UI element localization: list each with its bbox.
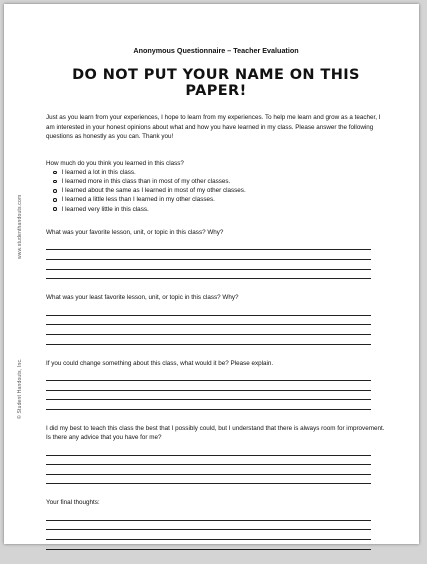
- answer-line[interactable]: [46, 511, 371, 521]
- question-5-text-line1: I did my best to teach this class the best that I possibly could, but I understand that there is always room for improvement.: [46, 424, 385, 432]
- question-3: [46, 293, 386, 344]
- answer-line[interactable]: [46, 475, 371, 485]
- answer-line[interactable]: [46, 391, 371, 401]
- question-6-text: Your final thoughts:: [46, 499, 100, 507]
- worksheet-content: [46, 46, 386, 564]
- answer-line[interactable]: [46, 521, 371, 531]
- option-1[interactable]: I learned a lot in this class.: [53, 168, 386, 177]
- answer-line[interactable]: [46, 381, 371, 391]
- circle-bullet-icon[interactable]: [53, 189, 57, 193]
- circle-bullet-icon[interactable]: [53, 180, 57, 184]
- answer-line[interactable]: [46, 241, 371, 251]
- option-5[interactable]: I learned very little in this class.: [53, 205, 386, 214]
- answer-line[interactable]: [46, 372, 371, 382]
- answer-line[interactable]: [46, 465, 371, 475]
- question-6: [46, 498, 386, 549]
- warning-heading: DO NOT PUT YOUR NAME ON THIS PAPER!: [72, 67, 360, 99]
- circle-bullet-icon[interactable]: [53, 171, 57, 175]
- answer-line[interactable]: [46, 446, 371, 456]
- intro-paragraph: Just as you learn from your experiences, I hope to learn from my experiences. To help me learn and grow as a teacher, I am interested in your honest opinions about what and how you have learned in my class. Please answer the following questions as honestly as you can. Thank you!: [46, 114, 381, 141]
- option-3[interactable]: I learned about the same as I learned in most of my other classes.: [53, 186, 386, 195]
- question-4-text: If you could change something about this class, what would it be? Please explain.: [46, 359, 274, 367]
- question-5-text-line2: Is there any advice that you have for me?: [46, 433, 162, 441]
- copyright-watermark: © Student Handouts, Inc.: [17, 358, 23, 419]
- answer-line[interactable]: [46, 250, 371, 260]
- answer-lines[interactable]: [46, 372, 386, 410]
- answer-line[interactable]: [46, 400, 371, 410]
- worksheet-page: [4, 4, 419, 544]
- circle-bullet-icon[interactable]: [53, 207, 57, 211]
- page-title: Anonymous Questionnaire – Teacher Evaluation: [133, 46, 299, 55]
- question-1-text: How much do you think you learned in this class?: [46, 159, 184, 167]
- circle-bullet-icon[interactable]: [53, 198, 57, 202]
- question-1: [46, 159, 386, 214]
- answer-lines[interactable]: [46, 241, 386, 279]
- option-4[interactable]: I learned a little less than I learned in my other classes.: [53, 195, 386, 204]
- question-5: [46, 424, 386, 484]
- question-2-text: What was your favorite lesson, unit, or topic in this class? Why?: [46, 228, 224, 236]
- answer-line[interactable]: [46, 270, 371, 280]
- answer-lines[interactable]: [46, 306, 386, 344]
- question-2: [46, 228, 386, 279]
- answer-line[interactable]: [46, 306, 371, 316]
- question-1-options: [46, 168, 386, 214]
- answer-line[interactable]: [46, 530, 371, 540]
- answer-line[interactable]: [46, 325, 371, 335]
- option-2[interactable]: I learned more in this class than in most of my other classes.: [53, 177, 386, 186]
- question-3-text: What was your least favorite lesson, unit, or topic in this class? Why?: [46, 294, 239, 302]
- website-watermark: www.studenthandouts.com: [17, 194, 23, 259]
- answer-line[interactable]: [46, 316, 371, 326]
- answer-lines[interactable]: [46, 511, 386, 549]
- question-4: [46, 359, 386, 410]
- answer-line[interactable]: [46, 540, 371, 550]
- answer-line[interactable]: [46, 260, 371, 270]
- answer-lines[interactable]: [46, 446, 386, 484]
- answer-line[interactable]: [46, 456, 371, 466]
- answer-line[interactable]: [46, 335, 371, 345]
